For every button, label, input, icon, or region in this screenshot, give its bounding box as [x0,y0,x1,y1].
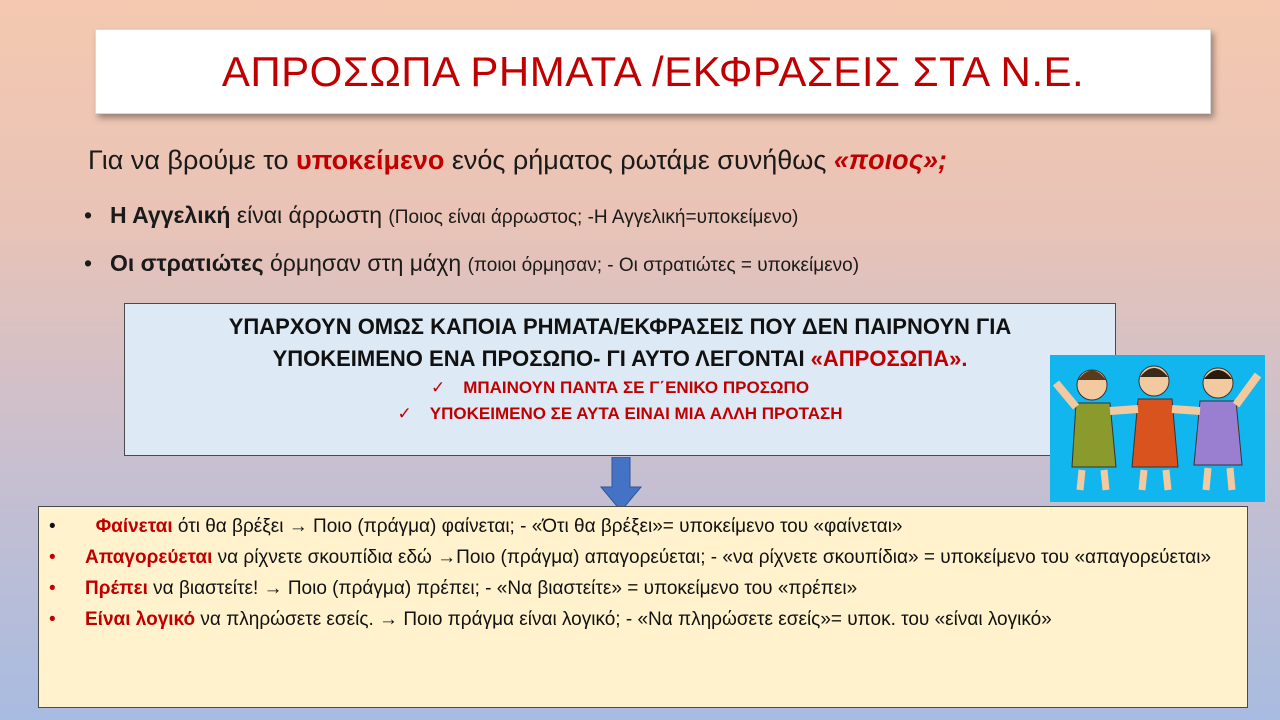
bullet: • [49,516,56,537]
box-line-2-red: «ΑΠΡΟΣΩΠΑ». [810,346,968,371]
intro-highlight: υποκείμενο [296,145,445,175]
bullet: • [49,609,56,630]
check-item-1-text: ΜΠΑΙΝΟΥΝ ΠΑΝΤΑ ΣΕ Γ΄ΕΝΙΚΟ ΠΡΟΣΩΠΟ [463,378,810,397]
check-icon: ✓ [430,378,446,397]
examples-list-box [38,506,1248,708]
title-box [95,29,1211,114]
list-item-verb: Απαγορεύεται [85,547,213,568]
example-2 [84,250,859,277]
box-line-2 [125,346,1115,372]
impersonal-info-box [124,303,1116,456]
down-arrow-icon [600,457,642,512]
bullet: • [49,547,56,568]
intro-mid: ενός ρήματος ρωτάμε συνήθως [444,145,834,175]
box-line-2-text: ΥΠΟΚΕΙΜΕΝΟ ΕΝΑ ΠΡΟΣΩΠΟ- ΓΙ ΑΥΤΟ ΛΕΓΟΝΤΑΙ [272,346,811,371]
list-item-rest: να ρίχνετε σκουπίδια εδώ →Ποιο (πράγμα) απαγορεύεται; - «να ρίχνετε σκουπίδια» = υποκείμενο του «απαγορεύεται» [212,547,1212,568]
check-item-1 [125,378,1115,398]
list-item-verb: Πρέπει [85,578,148,599]
intro-pre: Για να βρούμε το [88,145,296,175]
example-2-subject: Οι στρατιώτες [110,250,264,276]
list-item-text [85,544,1233,571]
list-item-text [85,606,1233,633]
list-item-verb: Είναι λογικό [85,609,196,630]
list-item [47,513,1233,540]
box-line-1: ΥΠΑΡΧΟΥΝ ΟΜΩΣ ΚΑΠΟΙΑ ΡΗΜΑΤΑ/ΕΚΦΡΑΣΕΙΣ ΠΟΥ ΔΕΝ ΠΑΙΡΝΟΥΝ ΓΙΑ [228,314,1012,339]
slide-title: ΑΠΡΟΣΩΠΑ ΡΗΜΑΤΑ /ΕΚΦΡΑΣΕΙΣ ΣΤΑ Ν.Ε. [221,47,1085,95]
example-2-text: όρμησαν στη μάχη [263,250,468,276]
list-item [47,575,1233,602]
bullet: • [84,250,93,276]
list-item-rest: να πληρώσετε εσείς. → Ποιο πράγμα είναι λογικό; - «Να πληρώσετε εσείς»= υποκ. του «είναι λογικό» [195,609,1052,630]
example-1 [84,202,798,229]
list-item-text [85,513,1233,540]
list-item-rest: ότι θα βρέξει → Ποιο (πράγμα) φαίνεται; - «Ότι θα βρέξει»= υποκείμενο του «φαίνεται» [172,516,903,537]
list-item [47,544,1233,571]
example-1-subject: Η Αγγελική [110,202,231,228]
list-item [47,606,1233,633]
example-2-note: (ποιοι όρμησαν; - Οι στρατιώτες = υποκείμενο) [467,255,860,276]
list-item-verb: Φαίνεται [95,516,173,537]
example-1-text: είναι άρρωστη [230,202,389,228]
bullet: • [49,578,56,599]
intro-sentence [88,145,947,176]
check-item-2 [125,404,1115,424]
list-item-rest: να βιαστείτε! → Ποιο (πράγμα) πρέπει; - «Να βιαστείτε» = υποκείμενο του «πρέπει» [147,578,858,599]
three-men-illustration-icon [1050,355,1265,502]
intro-question: «ποιος»; [833,145,947,175]
list-item-text [85,575,1233,602]
cartoon-soldiers-image [1050,355,1265,502]
check-icon: ✓ [397,404,412,423]
example-1-note: (Ποιος είναι άρρωστος; -Η Αγγελική=υποκείμενο) [388,207,799,228]
bullet: • [84,202,93,228]
check-item-2-text: ΥΠΟΚΕΙΜΕΝΟ ΣΕ ΑΥΤΑ ΕΙΝΑΙ ΜΙΑ ΑΛΛΗ ΠΡΟΤΑΣΗ [429,404,843,423]
